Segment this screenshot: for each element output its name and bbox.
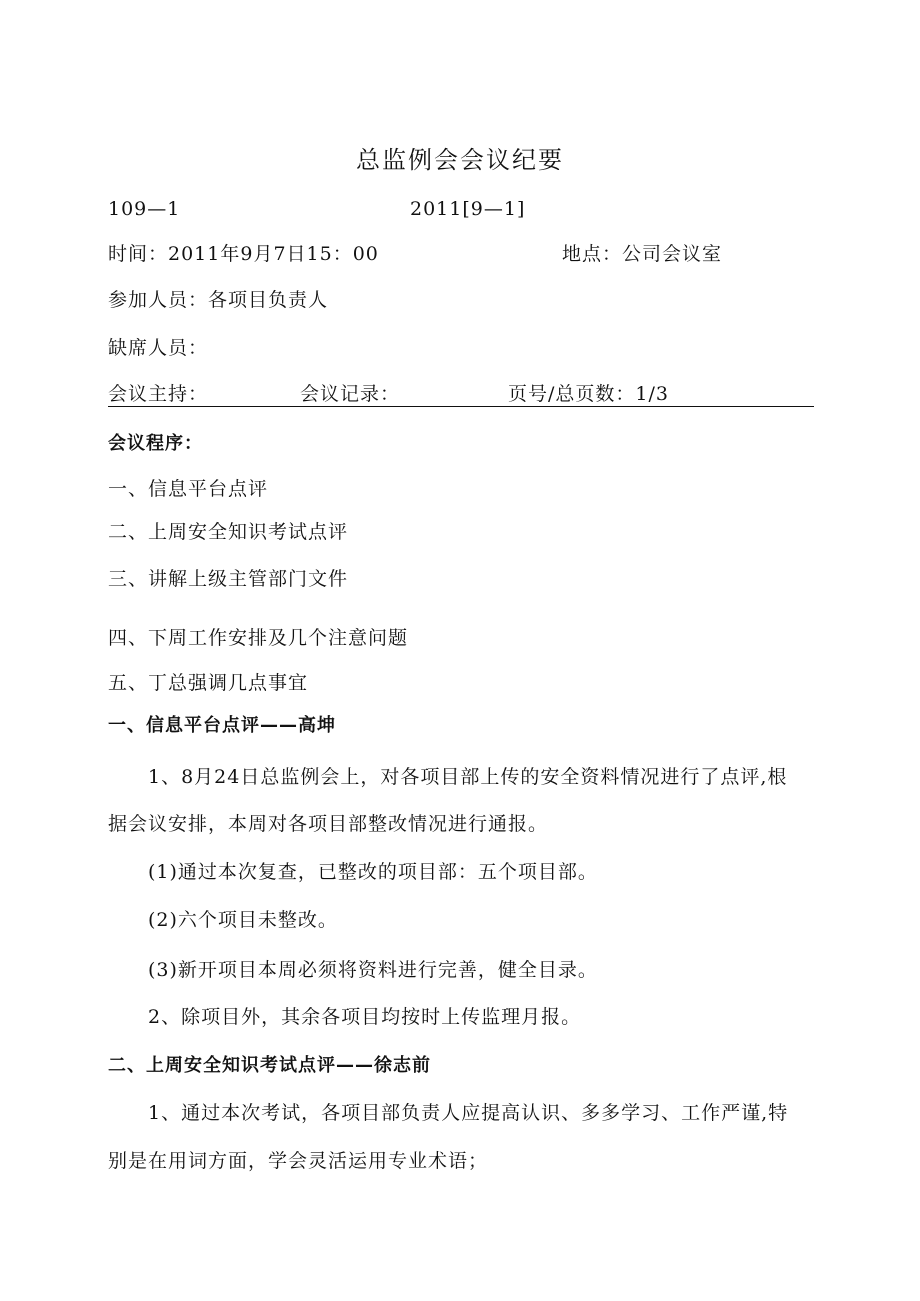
header-divider [108, 406, 814, 407]
paragraph-line: 据会议安排，本周对各项目部整改情况进行通报。 [108, 813, 549, 835]
agenda-heading: 会议程序： [108, 433, 203, 454]
list-item: (3)新开项目本周必须将资料进行完善，健全目录。 [148, 959, 598, 981]
list-item: (2)六个项目未整改。 [148, 909, 338, 931]
document-reference: 2011[9—1] [410, 198, 526, 220]
attendees: 参加人员：各项目负责人 [108, 289, 329, 311]
agenda-item: 五、丁总强调几点事宜 [108, 672, 309, 694]
agenda-item: 三、讲解上级主管部门文件 [108, 568, 349, 590]
meeting-host: 会议主持： [108, 383, 209, 405]
absent-members: 缺席人员： [108, 337, 209, 359]
page-count: 页号/总页数：1/3 [508, 383, 669, 405]
paragraph-line: 2、除项目外，其余各项目均按时上传监理月报。 [148, 1006, 582, 1028]
paragraph-line: 别是在用词方面，学会灵活运用专业术语； [108, 1150, 489, 1172]
agenda-item: 二、上周安全知识考试点评 [108, 521, 349, 543]
paragraph-line: 1、通过本次考试，各项目部负责人应提高认识、多多学习、工作严谨,特 [148, 1102, 789, 1124]
agenda-item: 一、信息平台点评 [108, 478, 269, 500]
document-title: 总监例会会议纪要 [356, 146, 564, 174]
meeting-recorder: 会议记录： [300, 383, 401, 405]
list-item: (1)通过本次复查，已整改的项目部：五个项目部。 [148, 861, 598, 883]
paragraph-line: 1、8月24日总监例会上，对各项目部上传的安全资料情况进行了点评,根 [148, 766, 788, 788]
meeting-time: 时间：2011年9月7日15：00 [108, 243, 379, 265]
agenda-item: 四、下周工作安排及几个注意问题 [108, 627, 409, 649]
document-number: 109—1 [108, 198, 181, 220]
section-heading: 一、信息平台点评——高坤 [108, 715, 336, 736]
section-heading: 二、上周安全知识考试点评——徐志前 [108, 1055, 431, 1076]
meeting-place: 地点：公司会议室 [562, 243, 723, 265]
